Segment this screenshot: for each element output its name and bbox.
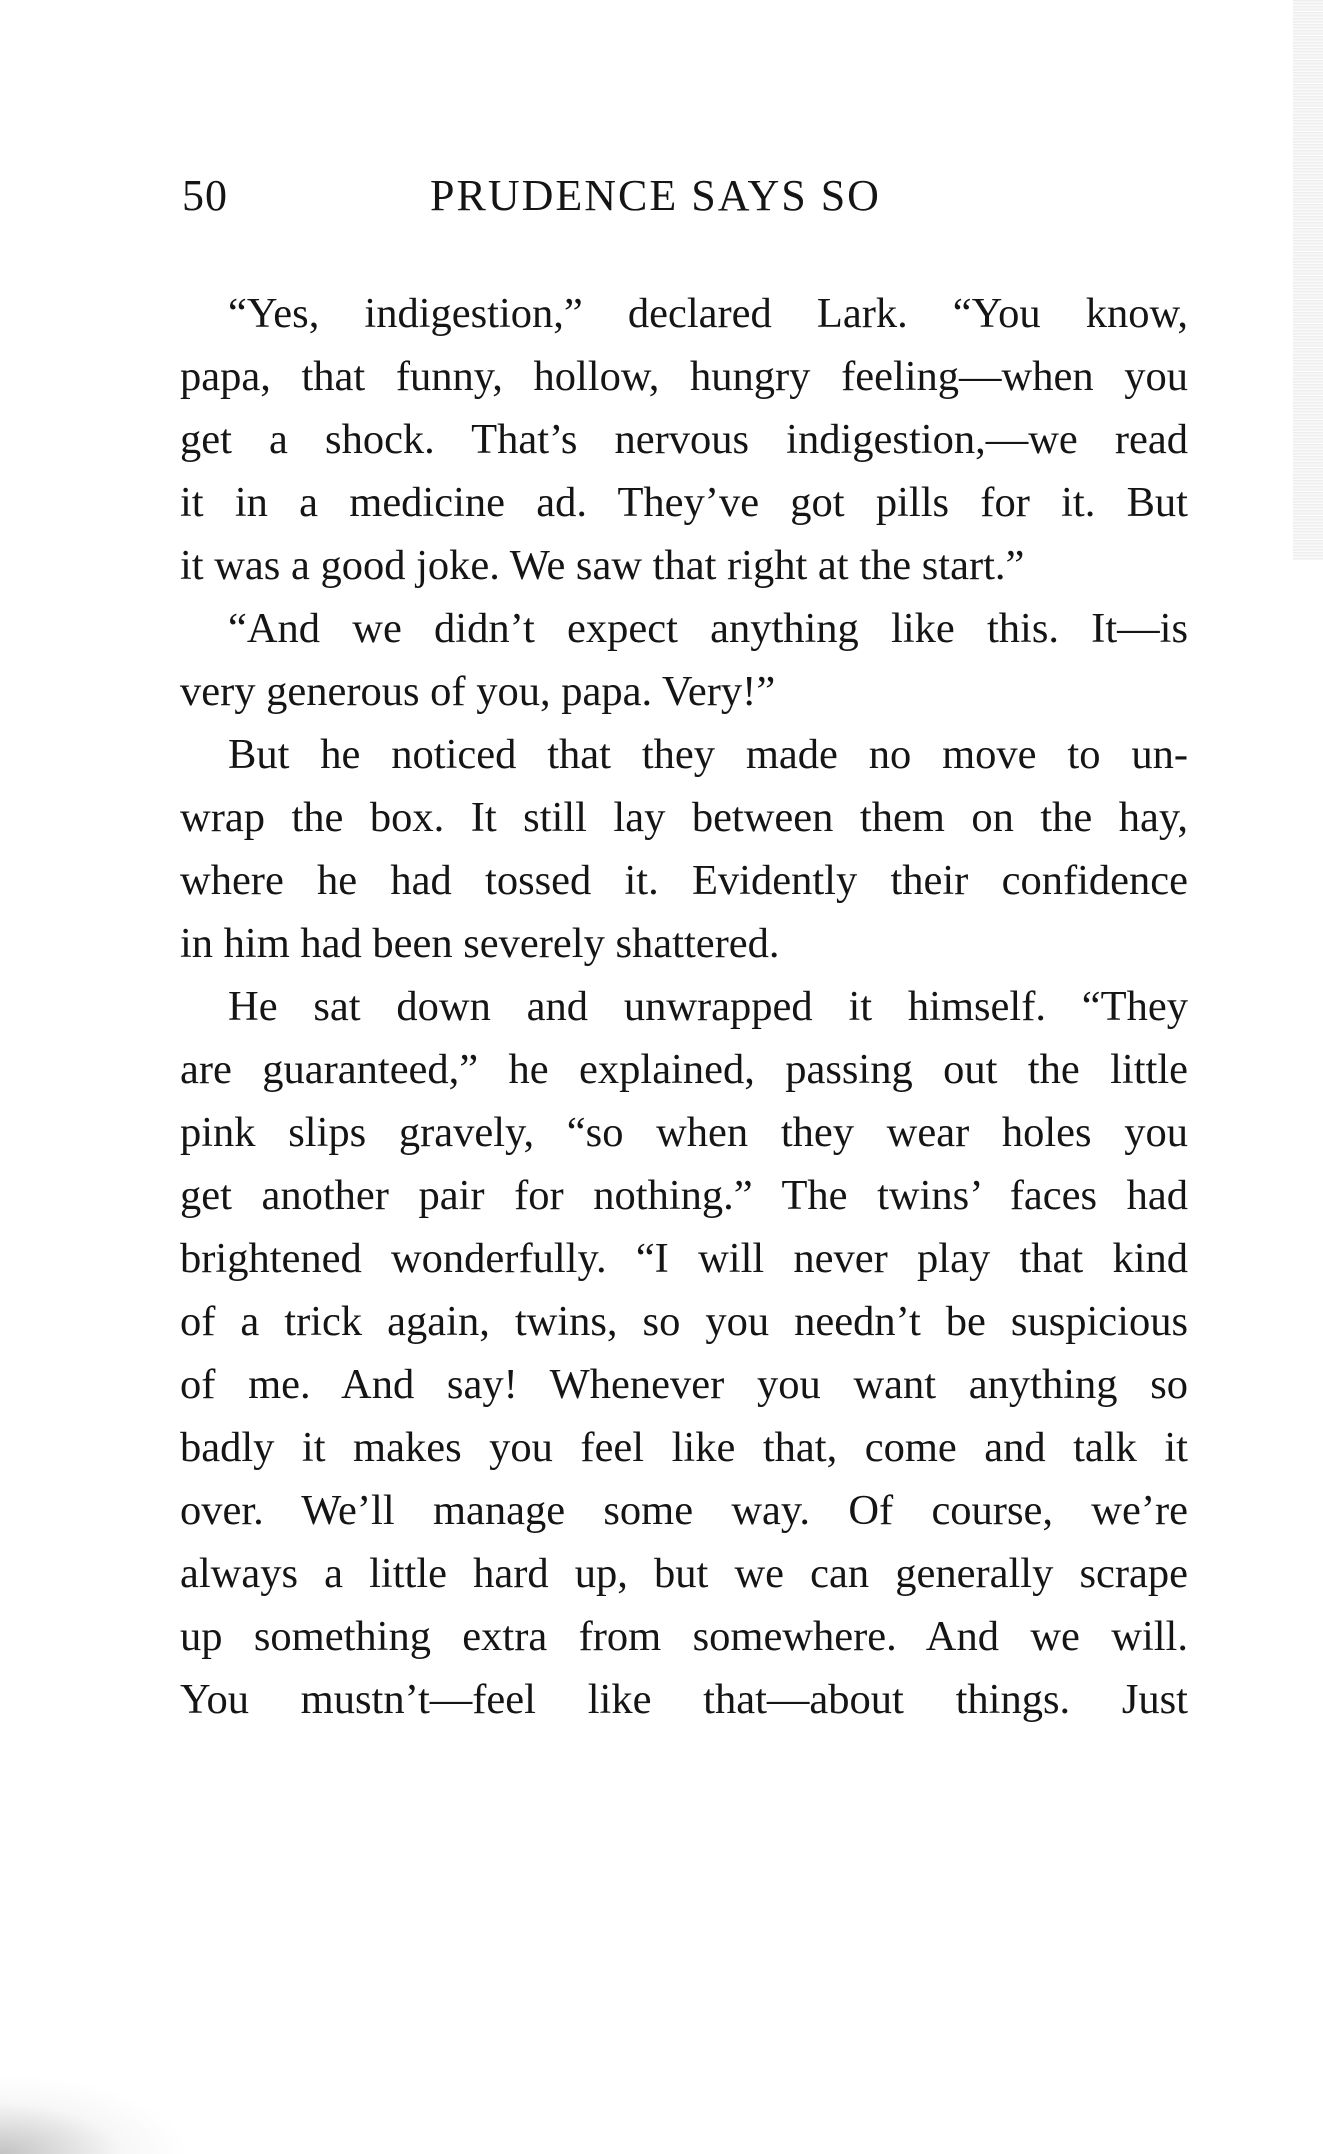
text-line: get another pair for nothing.” The twins’ faces had bbox=[180, 1172, 1188, 1219]
text-line: it was a good joke. We saw that right at the start.” bbox=[180, 542, 1025, 589]
text-line: brightened wonderfully. “I will never play that kind bbox=[180, 1235, 1188, 1282]
page-number: 50 bbox=[182, 171, 228, 220]
page-edge-shadow bbox=[1293, 0, 1323, 560]
text-line: But he noticed that they made no move to un- bbox=[228, 731, 1188, 778]
text-line: of a trick again, twins, so you needn’t be suspicious bbox=[180, 1298, 1188, 1345]
text-line: “Yes, indigestion,” declared Lark. “You know, bbox=[228, 290, 1188, 337]
text-line: are guaranteed,” he explained, passing out the little bbox=[180, 1046, 1188, 1093]
text-line: where he had tossed it. Evidently their confidence bbox=[180, 857, 1188, 904]
text-line: You mustn’t—feel like that—about things. Just bbox=[180, 1676, 1188, 1723]
text-line: “And we didn’t expect anything like this. It—is bbox=[228, 605, 1188, 652]
text-line: He sat down and unwrapped it himself. “They bbox=[228, 983, 1188, 1030]
running-head bbox=[182, 170, 1182, 230]
text-line: it in a medicine ad. They’ve got pills for it. But bbox=[180, 479, 1188, 526]
corner-smudge bbox=[0, 2074, 190, 2154]
text-line: over. We’ll manage some way. Of course, we’re bbox=[180, 1487, 1188, 1534]
running-title: PRUDENCE SAYS SO bbox=[430, 171, 881, 220]
text-line: get a shock. That’s nervous indigestion,—we read bbox=[180, 416, 1188, 463]
text-line: always a little hard up, but we can generally scrape bbox=[180, 1550, 1188, 1597]
text-line: pink slips gravely, “so when they wear holes you bbox=[180, 1109, 1188, 1156]
text-line: papa, that funny, hollow, hungry feeling—when you bbox=[180, 353, 1188, 400]
text-line: of me. And say! Whenever you want anything so bbox=[180, 1361, 1188, 1408]
text-line: badly it makes you feel like that, come and talk it bbox=[180, 1424, 1188, 1471]
text-line: in him had been severely shattered. bbox=[180, 920, 780, 967]
text-line: very generous of you, papa. Very!” bbox=[180, 668, 776, 715]
text-line: wrap the box. It still lay between them on the hay, bbox=[180, 794, 1188, 841]
body-text bbox=[180, 282, 1188, 1731]
text-line: up something extra from somewhere. And we will. bbox=[180, 1613, 1188, 1660]
